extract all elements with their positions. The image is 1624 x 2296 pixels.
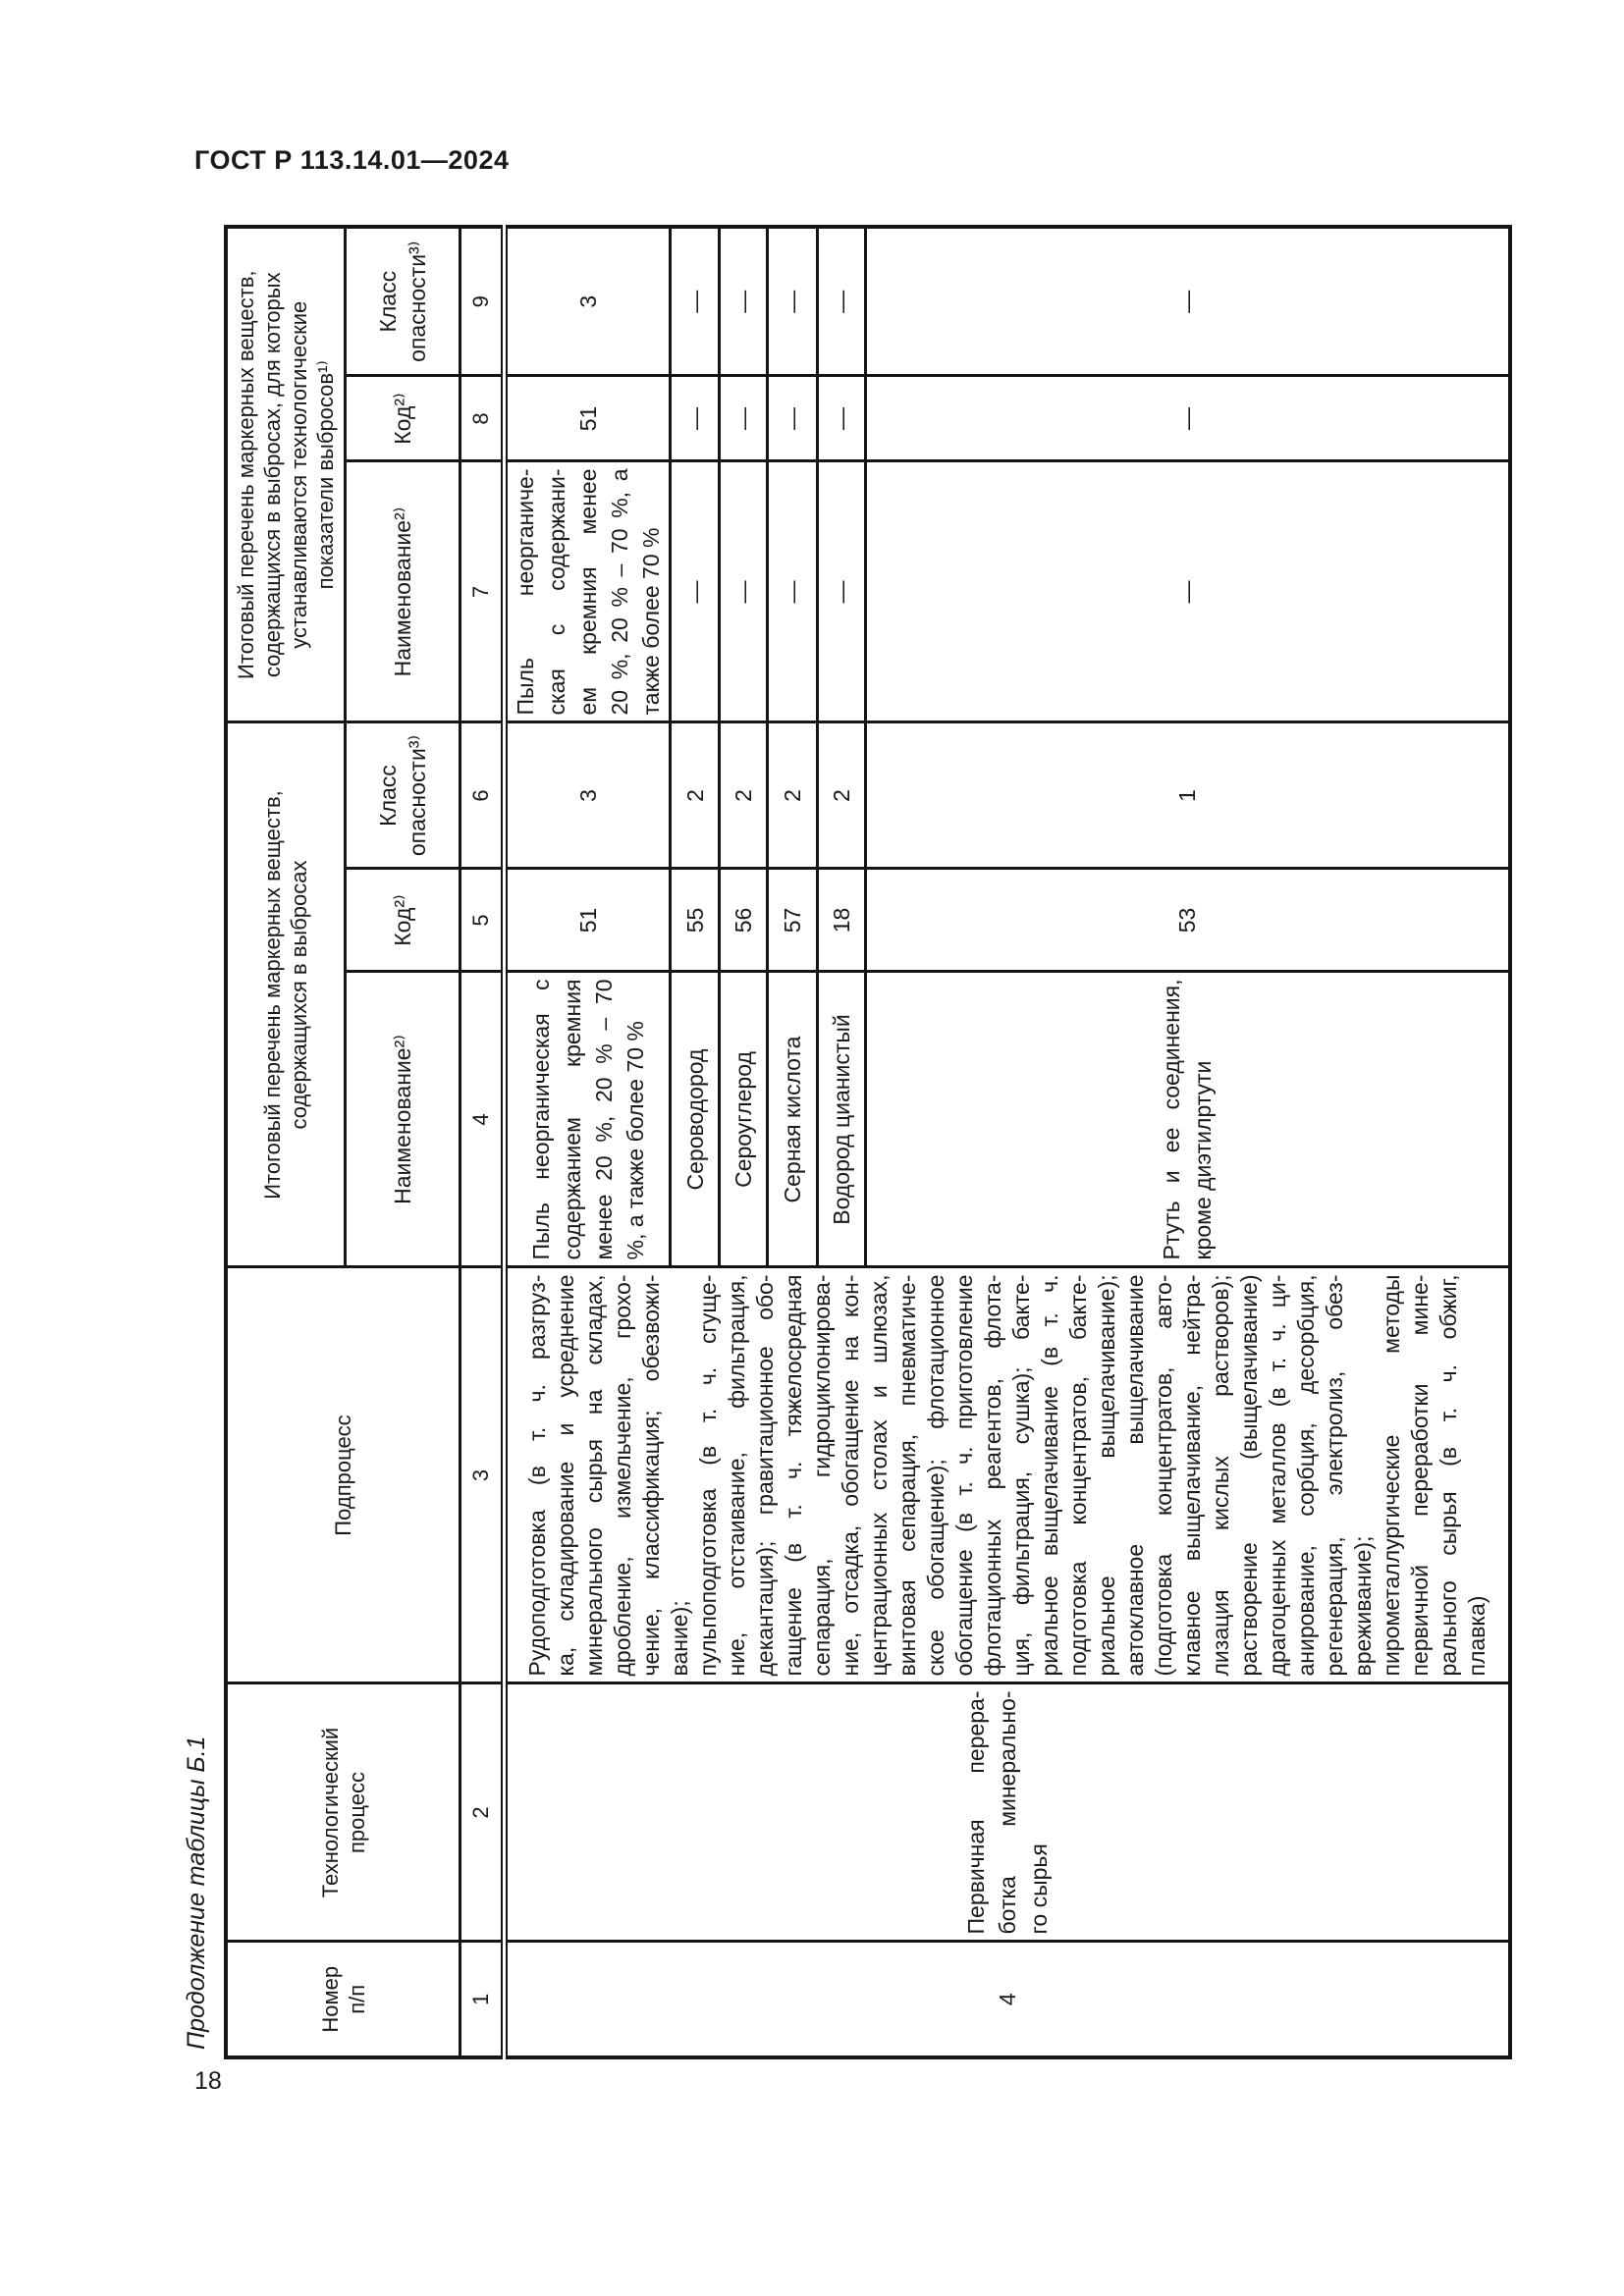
substance-code-cell: 53 xyxy=(866,869,1510,972)
substance-code-cell: 55 xyxy=(671,869,720,972)
substance-hazard-cell: 2 xyxy=(818,722,866,869)
rotated-table-block xyxy=(183,229,1512,2059)
tech-hazard-cell: — xyxy=(866,227,1510,376)
column-numbering-row xyxy=(460,227,505,2057)
substance-hazard-cell: 2 xyxy=(671,722,720,869)
tech-code-cell: — xyxy=(866,376,1510,461)
header-hazard-1: Класс опасности³⁾ xyxy=(346,722,460,869)
header-name-2: Наименование²⁾ xyxy=(346,461,460,722)
numbering-cell-2: 2 xyxy=(460,1683,505,1942)
group-header-emissions: Итоговый перечень маркерных веществ, содержащихся в выбросах xyxy=(226,722,346,1267)
table-caption: Продолжение таблицы Б.1 xyxy=(183,1735,210,2050)
tech-code-cell: — xyxy=(720,376,768,461)
substance-code-cell: 56 xyxy=(720,869,768,972)
numbering-cell-5: 5 xyxy=(460,869,505,972)
substance-row-dust xyxy=(505,227,671,2057)
group-header-tech-indicators: Итоговый перечень маркерных веществ, содержащихся в выбросах, для которых устанавливаются технологические показатели выбросов¹⁾ xyxy=(226,227,346,722)
header-process: Технологический процесс xyxy=(226,1683,460,1942)
substance-code-cell: 51 xyxy=(505,869,671,972)
tech-hazard-cell: — xyxy=(768,227,818,376)
page-number: 18 xyxy=(194,2067,222,2095)
tech-name-cell: — xyxy=(866,461,1510,722)
header-hazard-2: Класс опасности³⁾ xyxy=(346,227,460,376)
numbering-cell-1: 1 xyxy=(460,1942,505,2057)
substance-hazard-cell: 2 xyxy=(720,722,768,869)
header-num: Номер п/п xyxy=(226,1942,460,2057)
tech-name-cell: — xyxy=(720,461,768,722)
tech-code-cell: — xyxy=(818,376,866,461)
row-number-cell: 4 xyxy=(505,1942,1510,2057)
tech-code-cell: — xyxy=(671,376,720,461)
substance-name-cell: Сероводород xyxy=(671,972,720,1267)
tech-name-cell: — xyxy=(818,461,866,722)
substance-name-cell: Серная кислота xyxy=(768,972,818,1267)
substance-code-cell: 57 xyxy=(768,869,818,972)
header-row-groups xyxy=(226,227,346,2057)
tech-code-cell: — xyxy=(768,376,818,461)
subprocess-cell: Рудоподготовка (в т. ч. разгруз- ка, складирование и усреднение минерального сырья на складах, дробление, измельчение, грохо- чение, классификация; обезвожи- вание); пульпоподготовка (в т. ч. сгуще- ние, отстаивание, фильтрация, декантация); гравитационное обо- гащение (в т. ч. тяжелосредная сепарация, гидроциклонирова- ние, отсадка, обогащение на кон- центрационных столах и шлюзах, винтовая сепарация, пневматиче- ское обогащение); флотационное обогащение (в т. ч. приготовление флотационных реагентов, флота- ция, фильтрация, сушка); бакте- риальное выщелачивание (в т. ч. подготовка концентратов, бакте- риальное выщелачивание); автоклавное выщелачивание (подготовка концентратов, авто- клавное выщелачивание, нейтра- лизация кислых растворов); растворение (выщелачивание) драгоценных металлов (в т. ч. ци- анирование, сорбция, десорбция, регенерация, электролиз, обез- вреживание); пирометаллургические методы первичной переработки мине- рального сырья (в т. ч. обжиг, плавка) xyxy=(505,1267,1510,1683)
numbering-cell-7: 7 xyxy=(460,461,505,722)
substance-name-cell: Водород цианистый xyxy=(818,972,866,1267)
tech-name-cell: — xyxy=(768,461,818,722)
tech-hazard-cell: 3 xyxy=(505,227,671,376)
table-b1 xyxy=(224,225,1512,2059)
tech-code-cell: 51 xyxy=(505,376,671,461)
numbering-cell-6: 6 xyxy=(460,722,505,869)
numbering-cell-8: 8 xyxy=(460,376,505,461)
numbering-cell-9: 9 xyxy=(460,227,505,376)
numbering-cell-3: 3 xyxy=(460,1267,505,1683)
substance-name-cell: Сероуглерод xyxy=(720,972,768,1267)
tech-name-cell: Пыль неорганиче- ская с содержани- ем кремния менее 20 %, 20 % – 70 %, а также более 70 % xyxy=(505,461,671,722)
tech-hazard-cell: — xyxy=(720,227,768,376)
doc-header: ГОСТ Р 113.14.01—2024 xyxy=(194,145,510,175)
tech-hazard-cell: — xyxy=(818,227,866,376)
substance-hazard-cell: 1 xyxy=(866,722,1510,869)
process-cell: Первичная перера- ботка минерально- го сырья xyxy=(505,1683,1510,1942)
substance-name-cell: Ртуть и ее соединения, кроме диэтилртути xyxy=(866,972,1510,1267)
header-name-1: Наименование²⁾ xyxy=(346,972,460,1267)
substance-name-cell: Пыль неорганическая с содержанием кремния менее 20 %, 20 % – 70 %, а также более 70 % xyxy=(505,972,671,1267)
header-code-2: Код²⁾ xyxy=(346,376,460,461)
header-code-1: Код²⁾ xyxy=(346,869,460,972)
header-subprocess: Подпроцесс xyxy=(226,1267,460,1683)
tech-name-cell: — xyxy=(671,461,720,722)
tech-hazard-cell: — xyxy=(671,227,720,376)
substance-code-cell: 18 xyxy=(818,869,866,972)
substance-hazard-cell: 3 xyxy=(505,722,671,869)
substance-hazard-cell: 2 xyxy=(768,722,818,869)
numbering-cell-4: 4 xyxy=(460,972,505,1267)
